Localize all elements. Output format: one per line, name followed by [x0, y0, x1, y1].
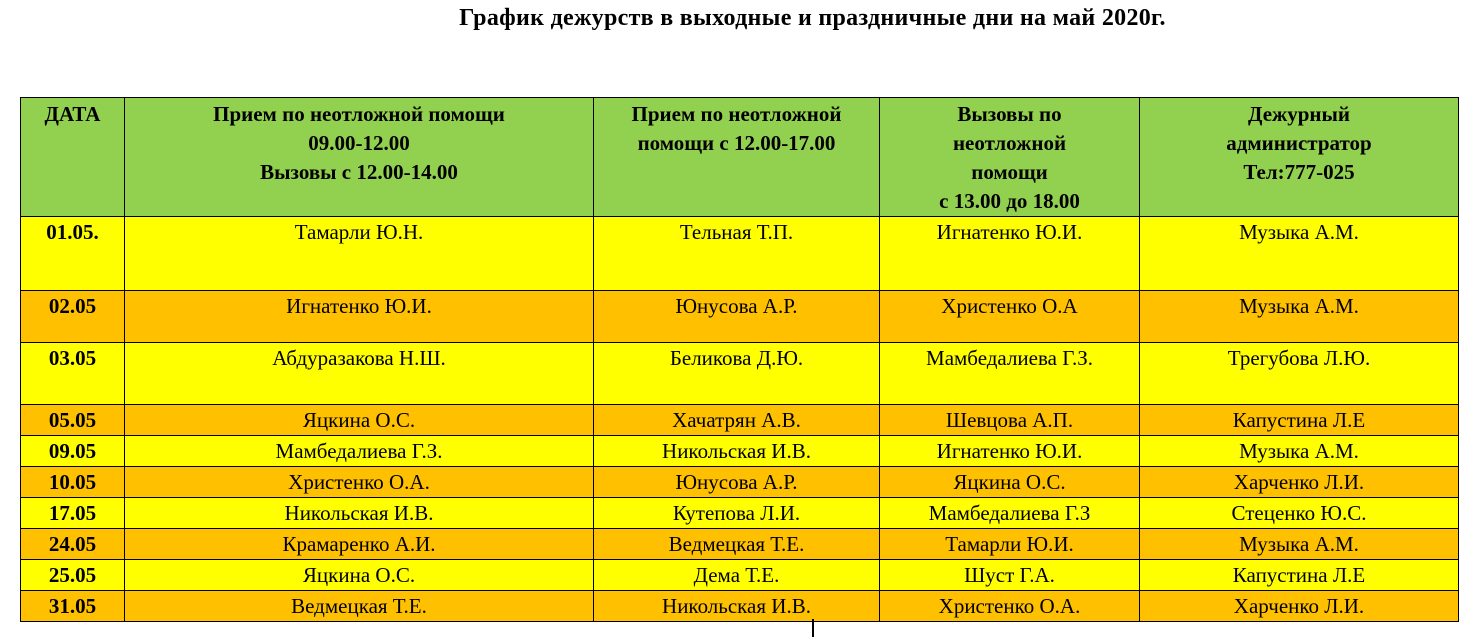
table-row	[21, 498, 1459, 529]
cell-date: 01.05.	[21, 217, 125, 291]
cell-duty-administrator: Музыка А.М.	[1140, 291, 1459, 343]
table-body	[21, 217, 1459, 622]
text-cursor	[812, 619, 814, 637]
cell-duty-administrator: Трегубова Л.Ю.	[1140, 343, 1459, 405]
header-col3-line: неотложной	[952, 131, 1067, 155]
cell-urgent-calls: Шевцова А.П.	[880, 405, 1140, 436]
cell-urgent-reception-morning: Игнатенко Ю.И.	[125, 291, 594, 343]
table-row	[21, 436, 1459, 467]
header-col3-line: Вызовы по	[957, 102, 1062, 126]
cell-urgent-reception-morning: Ведмецкая Т.Е.	[125, 591, 594, 622]
cell-urgent-reception-afternoon: Никольская И.В.	[594, 591, 880, 622]
cell-duty-administrator: Стеценко Ю.С.	[1140, 498, 1459, 529]
header-col4-line: администратор	[1226, 131, 1372, 155]
cell-urgent-calls: Мамбедалиева Г.З.	[880, 343, 1140, 405]
duty-schedule-table	[20, 97, 1459, 622]
header-col1-line: 09.00-12.00	[308, 131, 410, 155]
cell-date: 31.05	[21, 591, 125, 622]
cell-urgent-reception-morning: Яцкина О.С.	[125, 405, 594, 436]
cell-urgent-reception-afternoon: Кутепова Л.И.	[594, 498, 880, 529]
cell-urgent-calls: Христенко О.А.	[880, 591, 1140, 622]
header-col1-line: Прием по неотложной помощи	[213, 102, 505, 126]
table-row	[21, 405, 1459, 436]
header-col1-line: Вызовы с 12.00-14.00	[260, 160, 458, 184]
cell-date: 10.05	[21, 467, 125, 498]
cell-urgent-reception-afternoon: Ведмецкая Т.Е.	[594, 529, 880, 560]
header-col3-line: с 13.00 до 18.00	[939, 189, 1080, 213]
header-col2-line: Прием по неотложной	[631, 102, 842, 126]
cell-urgent-calls: Шуст Г.А.	[880, 560, 1140, 591]
table-row	[21, 529, 1459, 560]
header-col2	[594, 98, 880, 217]
cell-urgent-reception-morning: Яцкина О.С.	[125, 560, 594, 591]
cell-urgent-reception-morning: Христенко О.А.	[125, 467, 594, 498]
cell-date: 17.05	[21, 498, 125, 529]
cell-urgent-reception-afternoon: Беликова Д.Ю.	[594, 343, 880, 405]
cell-duty-administrator: Харченко Л.И.	[1140, 467, 1459, 498]
table-row	[21, 560, 1459, 591]
cell-date: 03.05	[21, 343, 125, 405]
header-col4-line: Тел:777-025	[1243, 160, 1355, 184]
header-col3-line: помощи	[971, 160, 1048, 184]
cell-urgent-reception-afternoon: Дема Т.Е.	[594, 560, 880, 591]
header-col2-line: помощи с 12.00-17.00	[637, 131, 836, 155]
cell-urgent-calls: Игнатенко Ю.И.	[880, 217, 1140, 291]
cell-duty-administrator: Музыка А.М.	[1140, 436, 1459, 467]
cell-duty-administrator: Капустина Л.Е	[1140, 405, 1459, 436]
table-row	[21, 343, 1459, 405]
cell-urgent-reception-morning: Мамбедалиева Г.З.	[125, 436, 594, 467]
cell-date: 02.05	[21, 291, 125, 343]
table-header-row	[21, 98, 1459, 217]
header-date	[21, 98, 125, 217]
cell-urgent-reception-afternoon: Юнусова А.Р.	[594, 291, 880, 343]
cell-urgent-reception-afternoon: Хачатрян А.В.	[594, 405, 880, 436]
page-title: График дежурств в выходные и праздничные дни на май 2020г.	[459, 5, 1166, 31]
cell-urgent-calls: Христенко О.А	[880, 291, 1140, 343]
cell-urgent-calls: Тамарли Ю.И.	[880, 529, 1140, 560]
header-date-label: ДАТА	[44, 102, 101, 126]
cell-date: 24.05	[21, 529, 125, 560]
cell-duty-administrator: Музыка А.М.	[1140, 529, 1459, 560]
cell-urgent-calls: Мамбедалиева Г.З	[880, 498, 1140, 529]
cell-urgent-reception-afternoon: Никольская И.В.	[594, 436, 880, 467]
cell-date: 09.05	[21, 436, 125, 467]
header-col4	[1140, 98, 1459, 217]
table-row	[21, 591, 1459, 622]
cell-urgent-reception-morning: Крамаренко А.И.	[125, 529, 594, 560]
table-row	[21, 217, 1459, 291]
cell-urgent-reception-afternoon: Тельная Т.П.	[594, 217, 880, 291]
cell-date: 25.05	[21, 560, 125, 591]
table-row	[21, 467, 1459, 498]
cell-urgent-reception-morning: Никольская И.В.	[125, 498, 594, 529]
cell-urgent-calls: Яцкина О.С.	[880, 467, 1140, 498]
cell-urgent-reception-morning: Абдуразакова Н.Ш.	[125, 343, 594, 405]
header-col1	[125, 98, 594, 217]
header-col4-line: Дежурный	[1247, 102, 1351, 126]
header-col3	[880, 98, 1140, 217]
cell-duty-administrator: Капустина Л.Е	[1140, 560, 1459, 591]
table-row	[21, 291, 1459, 343]
cell-date: 05.05	[21, 405, 125, 436]
cell-duty-administrator: Музыка А.М.	[1140, 217, 1459, 291]
cell-urgent-calls: Игнатенко Ю.И.	[880, 436, 1140, 467]
cell-urgent-reception-afternoon: Юнусова А.Р.	[594, 467, 880, 498]
cell-urgent-reception-morning: Тамарли Ю.Н.	[125, 217, 594, 291]
cell-duty-administrator: Харченко Л.И.	[1140, 591, 1459, 622]
